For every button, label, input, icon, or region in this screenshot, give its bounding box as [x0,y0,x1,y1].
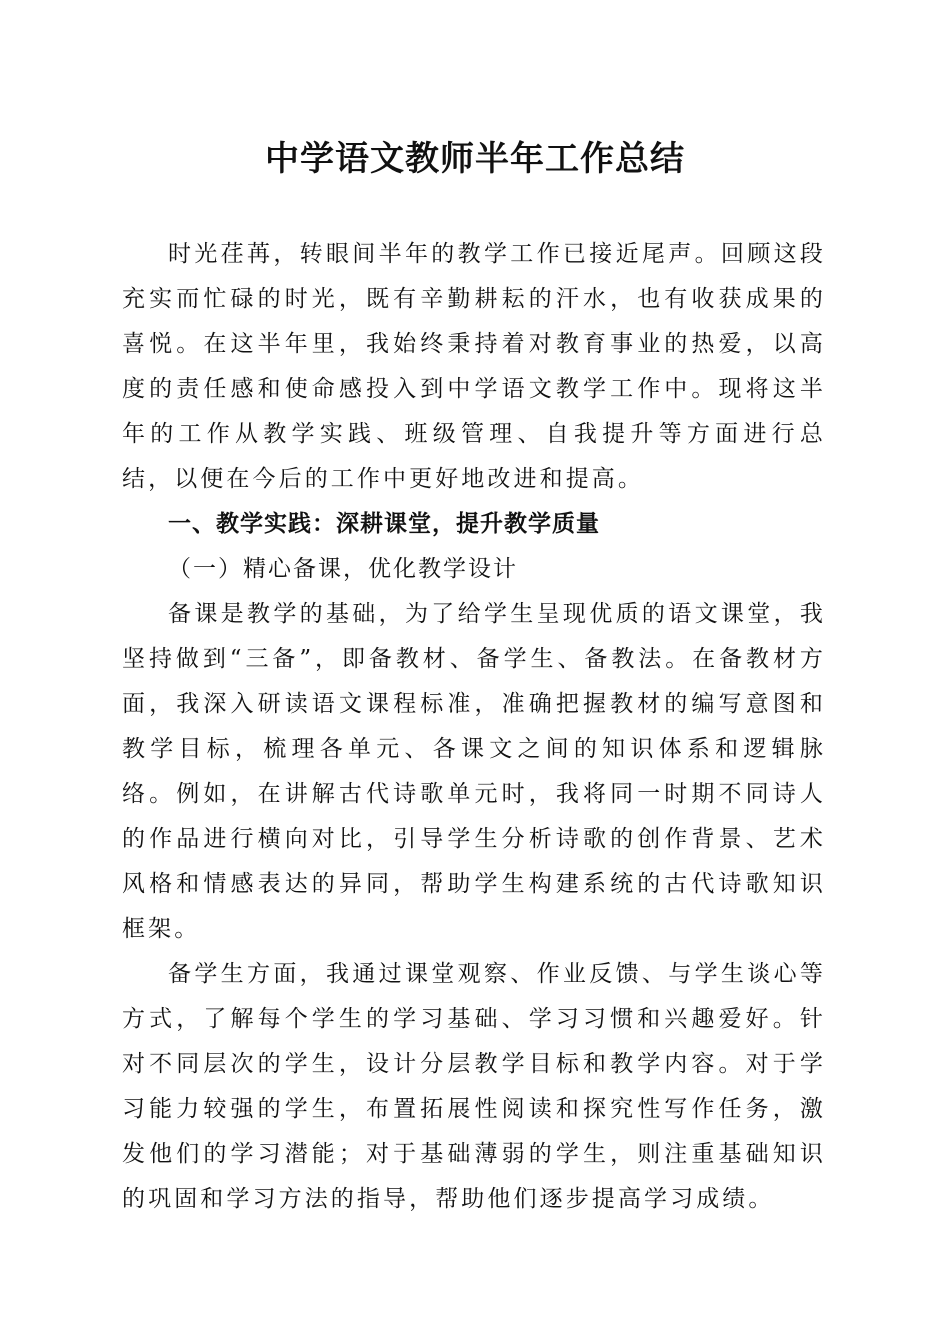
document-title: 中学语文教师半年工作总结 [265,139,685,179]
lesson-prep-paragraph: 备课是教学的基础，为了给学生呈现优质的语文课堂，我坚持做到“三备”，即备教材、备学生、备教法。在备教材方面，我深入研读语文课程标准，准确把握教材的编写意图和教学目标，梳理各单元、各课文之间的知识体系和逻辑脉络。例如，在讲解古代诗歌单元时，我将同一时期不同诗人的作品进行横向对比，引导学生分析诗歌的创作背景、艺术风格和情感表达的异同，帮助学生构建系统的古代诗歌知识框架。 [122,601,826,942]
intro-paragraph: 时光荏苒，转眼间半年的教学工作已接近尾声。回顾这段充实而忙碌的时光，既有辛勤耕耘的汗水，也有收获成果的喜悦。在这半年里，我始终秉持着对教育事业的热爱，以高度的责任感和使命感投入到中学语文教学工作中。现将这半年的工作从教学实践、班级管理、自我提升等方面进行总结，以便在今后的工作中更好地改进和提高。 [122,241,826,492]
student-prep-paragraph: 备学生方面，我通过课堂观察、作业反馈、与学生谈心等方式，了解每个学生的学习基础、学习习惯和兴趣爱好。针对不同层次的学生，设计分层教学目标和教学内容。对于学习能力较强的学生，布置拓展性阅读和探究性写作任务，激发他们的学习潜能；对于基础薄弱的学生，则注重基础知识的巩固和学习方法的指导，帮助他们逐步提高学习成绩。 [122,961,826,1212]
section-heading-teaching-practice: 一、教学实践：深耕课堂，提升教学质量 [168,511,600,537]
document-body [122,232,826,1222]
subsection-heading-lesson-prep: （一）精心备课，优化教学设计 [168,556,518,582]
